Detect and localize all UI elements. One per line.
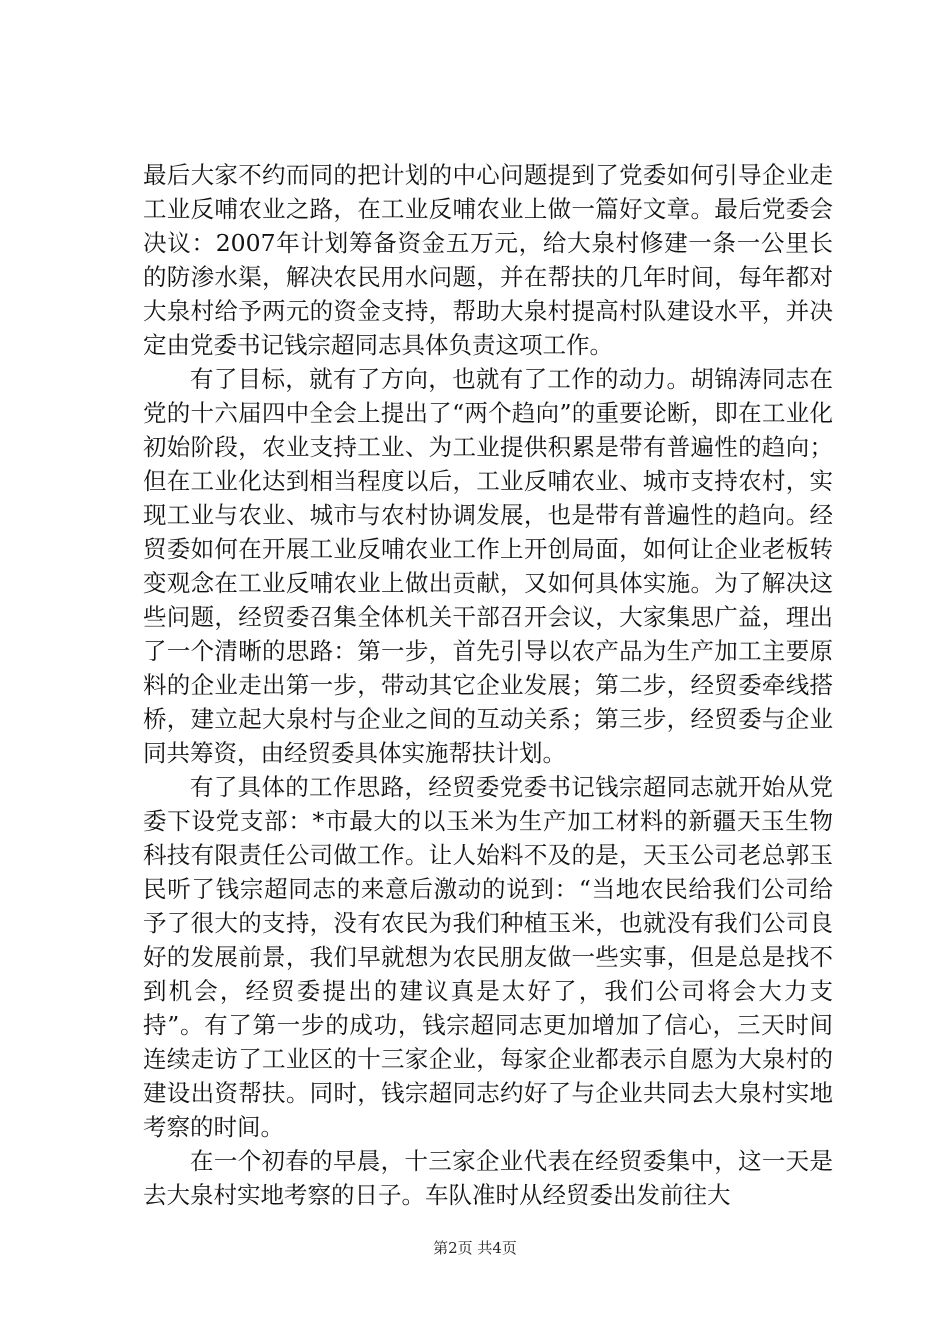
paragraph-1: 最后大家不约而同的把计划的中心问题提到了党委如何引导企业走工业反哺农业之路，在工业反哺农业上做一篇好文章。最后党委会决议：2007年计划筹备资金五万元，给大泉村修建一条一公里长的防渗水渠，解决农民用水问题，并在帮扶的几年时间，每年都对大泉村给予两元的资金支持，帮助大泉村提高村队建设水平，并决定由党委书记钱宗超同志具体负责这项工作。 bbox=[143, 161, 833, 359]
paragraph-2: 有了目标，就有了方向，也就有了工作的动力。胡锦涛同志在党的十六届四中全会上提出了“两个趋向”的重要论断，即在工业化初始阶段，农业支持工业、为工业提供积累是带有普遍性的趋向；但在工业化达到相当程度以后，工业反哺农业、城市支持农村，实现工业与农业、城市与农村协调发展，也是带有普遍性的趋向。经贸委如何在开展工业反哺农业工作上开创局面，如何让企业老板转变观念在工业反哺农业上做出贡献，又如何具体实施。为了解决这些问题，经贸委召集全体机关干部召开会议，大家集思广益，理出了一个清晰的思路：第一步，首先引导以农产品为生产加工主要原料的企业走出第一步，带动其它企业发展；第二步，经贸委牵线搭桥，建立起大泉村与企业之间的互动关系；第三步，经贸委与企业同共筹资，由经贸委具体实施帮扶计划。 bbox=[143, 365, 833, 767]
page-footer: 第2页 共4页 bbox=[433, 1239, 517, 1257]
paragraph-4: 在一个初春的早晨，十三家企业代表在经贸委集中，这一天是去大泉村实地考察的日子。车队准时从经贸委出发前往大 bbox=[143, 1147, 833, 1209]
paragraph-3: 有了具体的工作思路，经贸委党委书记钱宗超同志就开始从党委下设党支部：*市最大的以玉米为生产加工材料的新疆天玉生物科技有限责任公司做工作。让人始料不及的是，天玉公司老总郭玉民听了钱宗超同志的来意后激动的说到：“当地农民给我们公司给予了很大的支持，没有农民为我们种植玉米，也就没有我们公司良好的发展前景，我们早就想为农民朋友做一些实事，但是总是找不到机会，经贸委提出的建议真是太好了，我们公司将会大力支持”。有了第一步的成功，钱宗超同志更加增加了信心，三天时间连续走访了工业区的十三家企业，每家企业都表示自愿为大泉村的建设出资帮扶。同时，钱宗超同志约好了与企业共同去大泉村实地考察的时间。 bbox=[143, 773, 833, 1141]
body-text bbox=[143, 158, 833, 1212]
